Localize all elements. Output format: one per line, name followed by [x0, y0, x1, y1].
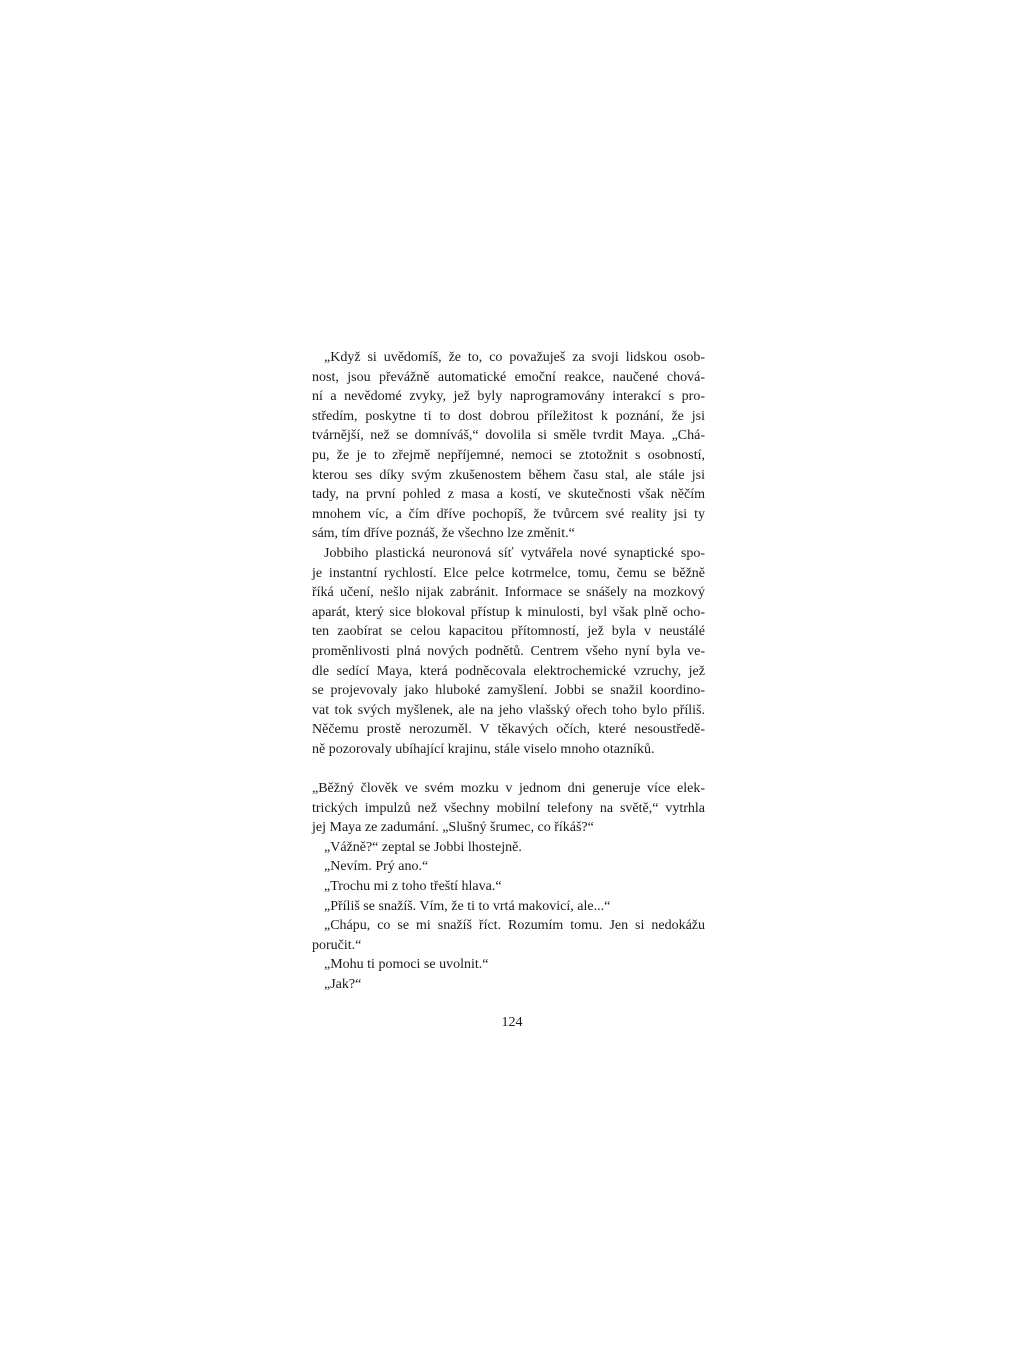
text-line: ně pozorovaly ubíhající krajinu, stále viselo mnoho otazníků.: [312, 741, 655, 757]
text-line: mnohem víc, a čím dříve pochopíš, že tvůrcem své reality jsi ty: [312, 506, 705, 522]
page-body: [312, 348, 705, 995]
text-line: říká učení, nešlo nijak zabránit. Informace se snášely na mozkový: [312, 585, 705, 601]
text-line: je instantní rychlostí. Elce pelce kotrmelce, tomu, čemu se běžně: [312, 565, 705, 581]
text-line: tvárnější, než se domníváš,“ dovolila si směle tvrdit Maya. „Chá-: [312, 428, 705, 444]
text-line: „Příliš se snažíš. Vím, že ti to vrtá makovicí, ale...“: [324, 898, 611, 914]
text-line: aparát, který sice blokoval přístup k minulosti, byl však plně ocho-: [312, 604, 705, 620]
text-line: pu, že je to zřejmě nepříjemné, nemoci se ztotožnit s osobností,: [312, 447, 705, 463]
text-line: „Chápu, co se mi snažíš říct. Rozumím tomu. Jen si nedokážu: [324, 918, 705, 934]
text-line: středím, poskytne ti to dost dobrou příležitost k poznání, že jsi: [312, 408, 705, 424]
text-line: „Běžný člověk ve svém mozku v jednom dni generuje více elek-: [312, 781, 705, 797]
paragraph: [312, 838, 705, 858]
text-line: „Nevím. Prý ano.“: [324, 859, 429, 875]
paragraph: [312, 877, 705, 897]
text-line: jej Maya ze zadumání. „Slušný šrumec, co říkáš?“: [312, 820, 594, 836]
paragraph-gap: [312, 759, 705, 779]
paragraph: [312, 857, 705, 877]
text-line: vat tok svých myšlenek, ale na jeho vlašský ořech toho bylo příliš.: [312, 702, 705, 718]
text-line: poručit.“: [312, 937, 362, 953]
paragraph: [312, 975, 705, 995]
text-line: ní a nevědomé zvyky, jež byly naprogramovány interakcí s pro-: [312, 389, 705, 405]
paragraph: [312, 544, 705, 760]
paragraph: [312, 916, 705, 955]
text-line: Jobbiho plastická neuronová síť vytvářela nové synaptické spo-: [324, 545, 705, 561]
text-line: „Mohu ti pomoci se uvolnit.“: [324, 957, 489, 973]
text-line: se projevovaly jako hluboké zamyšlení. Jobbi se snažil koordino-: [312, 683, 705, 699]
text-line: trických impulzů než všechny mobilní telefony na světě,“ vytrhla: [312, 800, 705, 816]
paragraph: [312, 897, 705, 917]
text-line: „Vážně?“ zeptal se Jobbi lhostejně.: [324, 839, 522, 855]
text-line: nost, jsou převážně automatické emoční reakce, naučené chová-: [312, 369, 705, 385]
paragraph: [312, 955, 705, 975]
text-line: tady, na první pohled z masa a kostí, ve skutečnosti však něčím: [312, 487, 705, 503]
text-line: „Když si uvědomíš, že to, co považuješ za svoji lidskou osob-: [324, 350, 705, 365]
text-line: dle sedící Maya, která podněcovala elektrochemické vzruchy, jež: [312, 663, 705, 679]
paragraph: [312, 779, 705, 838]
text-line: ten zaobírat se celou kapacitou přítomností, jež byla v neustálé: [312, 624, 705, 640]
text-line: „Trochu mi z toho třeští hlava.“: [324, 879, 502, 895]
text-line: Něčemu prostě nerozuměl. V těkavých očích, které nesoustředě-: [312, 722, 705, 738]
text-line: proměnlivosti plná nových podnětů. Centrem všeho nyní byla ve-: [312, 643, 705, 659]
text-line: kterou ses díky svým zkušenostem během času stal, ale stále jsi: [312, 467, 705, 483]
paragraph: [312, 348, 705, 544]
page-number: 124: [501, 1015, 523, 1030]
text-line: „Jak?“: [324, 977, 362, 992]
text-line: sám, tím dříve poznáš, že všechno lze změnit.“: [312, 526, 575, 542]
